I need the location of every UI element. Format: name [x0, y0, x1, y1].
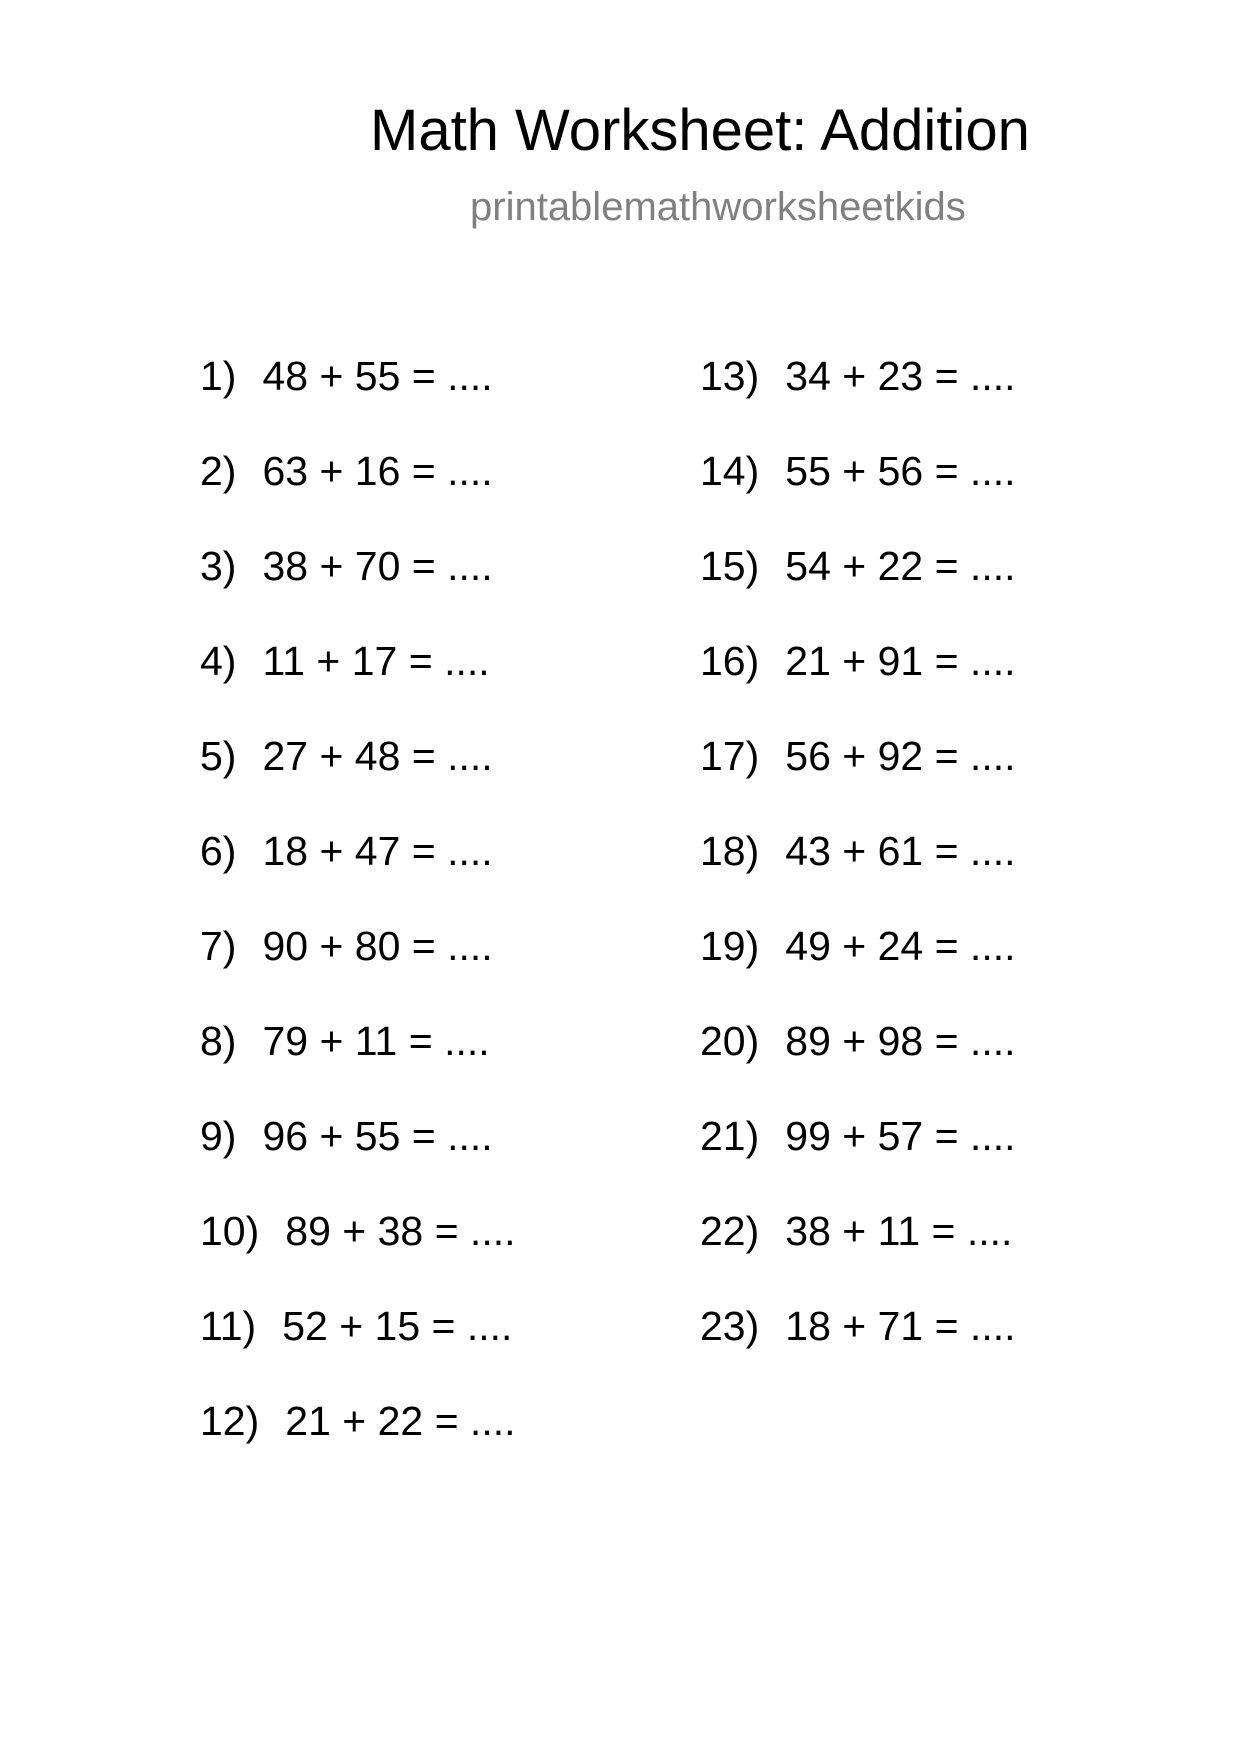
problem-item — [700, 1298, 1016, 1393]
problem-number: 3) — [200, 543, 237, 589]
problem-number: 7) — [200, 923, 237, 969]
problem-item — [200, 1298, 516, 1393]
problem-item — [700, 633, 1016, 728]
problem-item — [200, 918, 516, 1013]
problem-expression: 89 + 38 = .... — [285, 1208, 516, 1254]
problem-item — [200, 1203, 516, 1298]
problem-expression: 43 + 61 = .... — [785, 828, 1016, 874]
problem-number: 19) — [700, 923, 760, 969]
problem-expression: 89 + 98 = .... — [785, 1018, 1016, 1064]
problem-item — [200, 823, 516, 918]
problem-item — [700, 823, 1016, 918]
problem-expression: 96 + 55 = .... — [262, 1113, 493, 1159]
problem-item — [200, 633, 516, 728]
problem-expression: 56 + 92 = .... — [785, 733, 1016, 779]
problem-item — [200, 538, 516, 633]
problem-number: 16) — [700, 638, 760, 684]
problem-item — [700, 538, 1016, 633]
problem-number: 10) — [200, 1208, 260, 1254]
problem-expression: 52 + 15 = .... — [282, 1303, 513, 1349]
problem-item — [700, 728, 1016, 823]
problem-item — [700, 918, 1016, 1013]
problem-item — [700, 1203, 1016, 1298]
problem-number: 9) — [200, 1113, 237, 1159]
problem-expression: 38 + 70 = .... — [262, 543, 493, 589]
problem-number: 13) — [700, 353, 760, 399]
problem-number: 6) — [200, 828, 237, 874]
problem-number: 12) — [200, 1398, 260, 1444]
problem-number: 22) — [700, 1208, 760, 1254]
problem-expression: 21 + 22 = .... — [285, 1398, 516, 1444]
problem-item — [200, 1108, 516, 1203]
problem-expression: 18 + 71 = .... — [785, 1303, 1016, 1349]
problem-number: 1) — [200, 353, 237, 399]
problem-expression: 55 + 56 = .... — [785, 448, 1016, 494]
problem-list-right — [700, 348, 1016, 1393]
problem-expression: 49 + 24 = .... — [785, 923, 1016, 969]
page-subtitle: printablemathworksheetkids — [470, 185, 966, 229]
problem-number: 4) — [200, 638, 237, 684]
problem-item — [200, 348, 516, 443]
problem-number: 8) — [200, 1018, 237, 1064]
problem-number: 20) — [700, 1018, 760, 1064]
problem-expression: 38 + 11 = .... — [785, 1208, 1013, 1254]
problem-item — [200, 1013, 516, 1108]
problem-expression: 27 + 48 = .... — [262, 733, 493, 779]
problem-number: 11) — [200, 1303, 257, 1349]
problem-expression: 79 + 11 = .... — [262, 1018, 490, 1064]
problem-item — [700, 348, 1016, 443]
problem-item — [700, 1013, 1016, 1108]
problem-number: 21) — [700, 1113, 760, 1159]
problem-expression: 11 + 17 = .... — [262, 638, 490, 684]
problem-item — [200, 443, 516, 538]
problem-item — [200, 728, 516, 823]
problem-number: 2) — [200, 448, 237, 494]
problem-expression: 54 + 22 = .... — [785, 543, 1016, 589]
problem-number: 14) — [700, 448, 760, 494]
problem-expression: 90 + 80 = .... — [262, 923, 493, 969]
problem-number: 5) — [200, 733, 237, 779]
problem-number: 18) — [700, 828, 760, 874]
problem-number: 17) — [700, 733, 760, 779]
problem-expression: 63 + 16 = .... — [262, 448, 493, 494]
problem-item — [700, 443, 1016, 538]
problem-number: 23) — [700, 1303, 760, 1349]
problem-item — [200, 1393, 516, 1488]
problem-list-left — [200, 348, 516, 1488]
problem-expression: 21 + 91 = .... — [785, 638, 1016, 684]
problem-expression: 34 + 23 = .... — [785, 353, 1016, 399]
problem-number: 15) — [700, 543, 760, 589]
problem-item — [700, 1108, 1016, 1203]
problem-expression: 48 + 55 = .... — [262, 353, 493, 399]
page-title: Math Worksheet: Addition — [370, 98, 1030, 163]
problem-expression: 99 + 57 = .... — [785, 1113, 1016, 1159]
problem-expression: 18 + 47 = .... — [262, 828, 493, 874]
